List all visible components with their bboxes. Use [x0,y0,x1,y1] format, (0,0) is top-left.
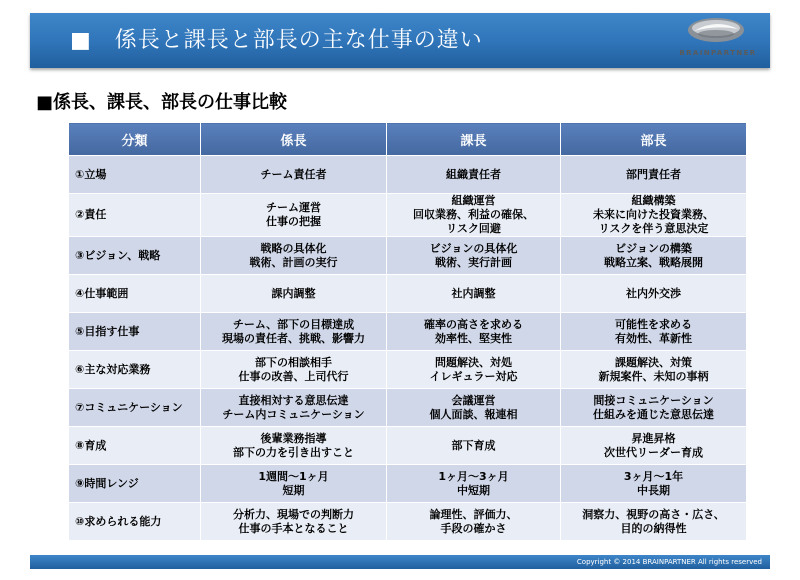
cell-text: リスク回避 [446,222,501,235]
cell-kakari [201,389,387,427]
cell-text: 昇進昇格 [631,431,676,445]
row-category: ⑩求められる能力 [69,503,201,541]
cell-text: 仕事の改善、上司代行 [238,369,349,383]
cell-kakari [201,237,387,275]
row-category: ⑨時間レンジ [69,465,201,503]
cell-text: 目的の納得性 [620,521,687,535]
cell-text: 課内調整 [271,286,316,300]
header-bucho: 部長 [561,123,747,156]
logo-mark-icon [686,16,746,44]
row-category: ⑦コミュニケーション [69,389,201,427]
cell-text: 部下の力を引き出すこと [233,445,354,459]
cell-text: 中長期 [637,483,670,497]
table-row [69,194,747,237]
cell-bu [561,503,747,541]
cell-kakari [201,465,387,503]
cell-kakari [201,427,387,465]
cell-text: 組織構築 [631,194,676,207]
cell-bu [561,389,747,427]
cell-text: 戦術、計画の実行 [249,255,338,269]
table-row [69,156,747,194]
cell-kakari [201,351,387,389]
table-header-row [69,123,747,156]
cell-kakari [201,503,387,541]
cell-text: 現場の責任者、挑戦、影響力 [222,331,365,345]
row-category: ③ビジョン、戦略 [69,237,201,275]
section-heading: ■係長、課長、部長の仕事比較 [36,92,288,113]
cell-text: 論理性、評価力、 [429,507,518,521]
logo-text: BRAINPARTNER [679,49,757,57]
cell-text: 仕組みを通じた意思伝達 [593,407,714,421]
table-row [69,275,747,313]
row-category: ⑥主な対応業務 [69,351,201,389]
cell-ka [387,351,561,389]
footer-bar [30,555,770,569]
cell-text: 1ヶ月～3ヶ月 [438,469,509,483]
cell-text: 回収業務、利益の確保、 [413,208,534,221]
cell-bu [561,351,747,389]
table-body [69,156,747,541]
cell-ka [387,465,561,503]
cell-kakari [201,313,387,351]
cell-kakari [201,275,387,313]
cell-text: 短期 [282,483,305,497]
cell-bu [561,427,747,465]
cell-text: 手段の確かさ [440,521,507,535]
cell-text: 可能性を求める [615,317,692,331]
cell-text: 組織責任者 [446,167,501,181]
copyright-text: Copyright © 2014 BRAINPARTNER All rights reserved [576,558,762,566]
cell-text: 部下の相談相手 [255,355,332,369]
cell-text: 直接相対する意思伝達 [238,393,349,407]
row-category: ⑧育成 [69,427,201,465]
cell-ka [387,194,561,237]
row-category: ⑤目指す仕事 [69,313,201,351]
cell-text: 洞察力、視野の高さ・広さ、 [582,507,725,521]
table-row [69,389,747,427]
cell-text: 後輩業務指導 [260,431,327,445]
table-row [69,313,747,351]
cell-text: 分析力、現場での判断力 [233,507,354,521]
cell-text: 新規案件、未知の事柄 [598,369,709,383]
cell-kakari [201,194,387,237]
header-category: 分類 [69,123,201,156]
cell-text: 間接コミュニケーション [593,393,714,407]
header-kacho: 課長 [387,123,561,156]
cell-bu [561,313,747,351]
cell-text: 問題解決、対処 [435,355,512,369]
cell-text: 部下育成 [451,438,496,452]
cell-ka [387,503,561,541]
cell-ka [387,389,561,427]
title-banner [30,13,770,68]
cell-bu [561,156,747,194]
cell-text: チーム内コミュニケーション [222,407,365,421]
cell-ka [387,427,561,465]
cell-text: 会議運営 [451,393,496,407]
cell-text: 次世代リーダー育成 [604,445,703,459]
cell-text: 3ヶ月～1年 [623,469,684,483]
row-category: ①立場 [69,156,201,194]
cell-text: イレギュラー対応 [429,369,518,383]
table-row [69,427,747,465]
table-row [69,237,747,275]
cell-bu [561,465,747,503]
cell-text: 戦術、実行計画 [435,255,512,269]
cell-ka [387,313,561,351]
cell-text: 中短期 [457,483,490,497]
cell-text: 仕事の手本となること [238,521,349,535]
cell-text: 個人面談、報連相 [429,407,518,421]
cell-kakari [201,156,387,194]
comparison-table [68,122,747,541]
page-title: ■ 係長と課長と部長の主な仕事の違い [70,28,483,53]
cell-text: 組織運営 [451,194,496,207]
cell-ka [387,156,561,194]
row-category: ②責任 [69,194,201,237]
cell-text: 社内外交渉 [626,286,681,300]
cell-text: チーム運営 [266,201,321,214]
cell-text: 課題解決、対策 [615,355,692,369]
cell-text: 確率の高さを求める [424,317,523,331]
cell-bu [561,237,747,275]
cell-text: リスクを伴う意思決定 [598,222,709,235]
table-row [69,503,747,541]
cell-text: 1週間～1ヶ月 [258,469,329,483]
cell-ka [387,237,561,275]
brainpartner-logo [668,16,768,64]
header-kakaricho: 係長 [201,123,387,156]
table-row [69,351,747,389]
cell-text: 有効性、革新性 [615,331,692,345]
row-category: ④仕事範囲 [69,275,201,313]
cell-text: 戦略の具体化 [260,241,327,255]
cell-text: チーム、部下の目標達成 [232,317,355,331]
cell-bu [561,194,747,237]
cell-text: 未来に向けた投資業務、 [593,208,714,221]
table-row [69,465,747,503]
cell-bu [561,275,747,313]
cell-text: チーム責任者 [260,167,327,181]
cell-text: ビジョンの構築 [615,241,692,255]
cell-text: 効率性、堅実性 [435,331,512,345]
cell-text: 部門責任者 [626,167,681,181]
cell-text: 戦略立案、戦略展開 [604,255,703,269]
cell-text: 仕事の把握 [266,215,321,228]
cell-ka [387,275,561,313]
cell-text: ビジョンの具体化 [429,241,518,255]
cell-text: 社内調整 [451,286,496,300]
